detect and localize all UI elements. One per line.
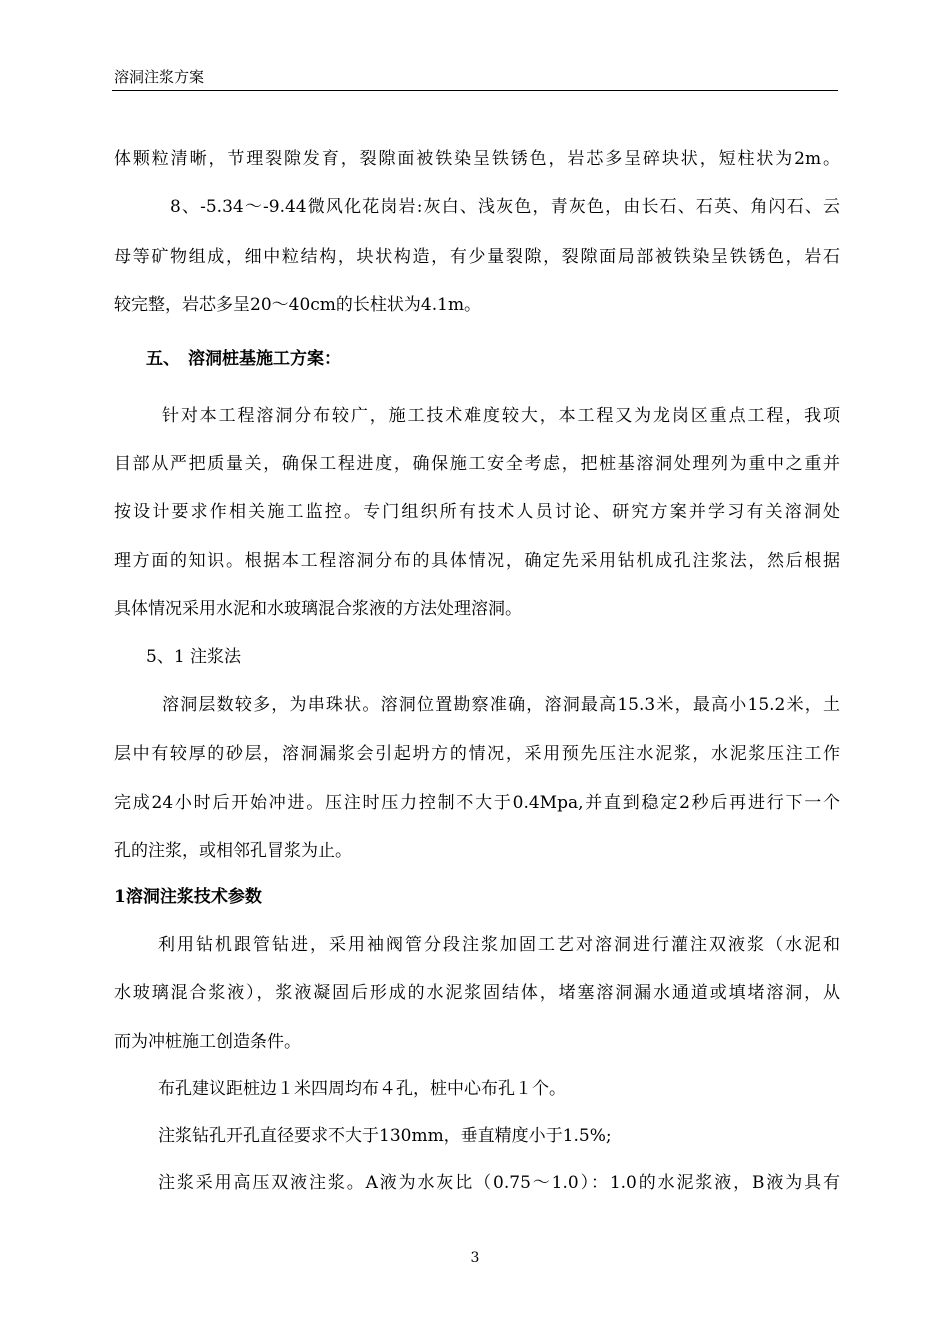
body-line: 孔的注浆，或相邻孔冒浆为止。 — [114, 841, 352, 861]
body-line: 注浆采用高压双液注浆。A液为水灰比（0.75～1.0）：1.0的水泥浆液，B液为具有 — [158, 1173, 840, 1193]
page-number: 3 — [470, 1250, 480, 1266]
body-line: 8、-5.34～-9.44微风化花岗岩:灰白、浅灰色，青灰色，由长石、石英、角闪石、云 — [170, 197, 840, 217]
body-line: 具体情况采用水泥和水玻璃混合浆液的方法处理溶洞。 — [114, 599, 522, 619]
body-line: 利用钻机跟管钻进，采用袖阀管分段注浆加固工艺对溶洞进行灌注双液浆（水泥和 — [158, 935, 840, 955]
body-line: 布孔建议距桩边１米四周均布４孔，桩中心布孔１个。 — [158, 1079, 566, 1099]
body-line: 理方面的知识。根据本工程溶洞分布的具体情况，确定先采用钻机成孔注浆法，然后根据 — [114, 551, 840, 571]
body-line: 较完整，岩芯多呈20～40cm的长柱状为4.1m。 — [114, 295, 482, 315]
body-line: 目部从严把质量关，确保工程进度，确保施工安全考虑，把桩基溶洞处理列为重中之重并 — [114, 454, 840, 474]
subsection-heading-bold: 1溶洞注浆技术参数 — [114, 887, 262, 907]
header-rule — [112, 90, 838, 91]
body-line: 体颗粒清晰，节理裂隙发育，裂隙面被铁染呈铁锈色，岩芯多呈碎块状，短柱状为2m。 — [114, 149, 840, 169]
body-line: 按设计要求作相关施工监控。专门组织所有技术人员讨论、研究方案并学习有关溶洞处 — [114, 502, 840, 522]
body-line: 水玻璃混合浆液），浆液凝固后形成的水泥浆固结体，堵塞溶洞漏水通道或填堵溶洞，从 — [114, 983, 840, 1003]
body-line: 针对本工程溶洞分布较广，施工技术难度较大，本工程又为龙岗区重点工程，我项 — [162, 406, 840, 426]
body-line: 注浆钻孔开孔直径要求不大于130mm，垂直精度小于1.5%; — [158, 1126, 612, 1146]
body-line: 溶洞层数较多，为串珠状。溶洞位置勘察准确，溶洞最高15.3米，最高小15.2米，土 — [162, 695, 840, 715]
body-line: 层中有较厚的砂层，溶洞漏浆会引起坍方的情况，采用预先压注水泥浆，水泥浆压注工作 — [114, 744, 840, 764]
body-line: 而为冲桩施工创造条件。 — [114, 1032, 301, 1052]
subsection-heading: 5、1 注浆法 — [146, 647, 242, 667]
body-line: 母等矿物组成，细中粒结构，块状构造，有少量裂隙，裂隙面局部被铁染呈铁锈色，岩石 — [114, 247, 840, 267]
section-heading: 溶洞桩基施工方案： — [188, 349, 341, 369]
page-header: 溶洞注浆方案 — [114, 68, 205, 86]
section-number: 五、 — [146, 349, 180, 369]
body-line: 完成24小时后开始冲进。压注时压力控制不大于0.4Mpa,并直到稳定2秒后再进行下一个 — [114, 793, 840, 813]
